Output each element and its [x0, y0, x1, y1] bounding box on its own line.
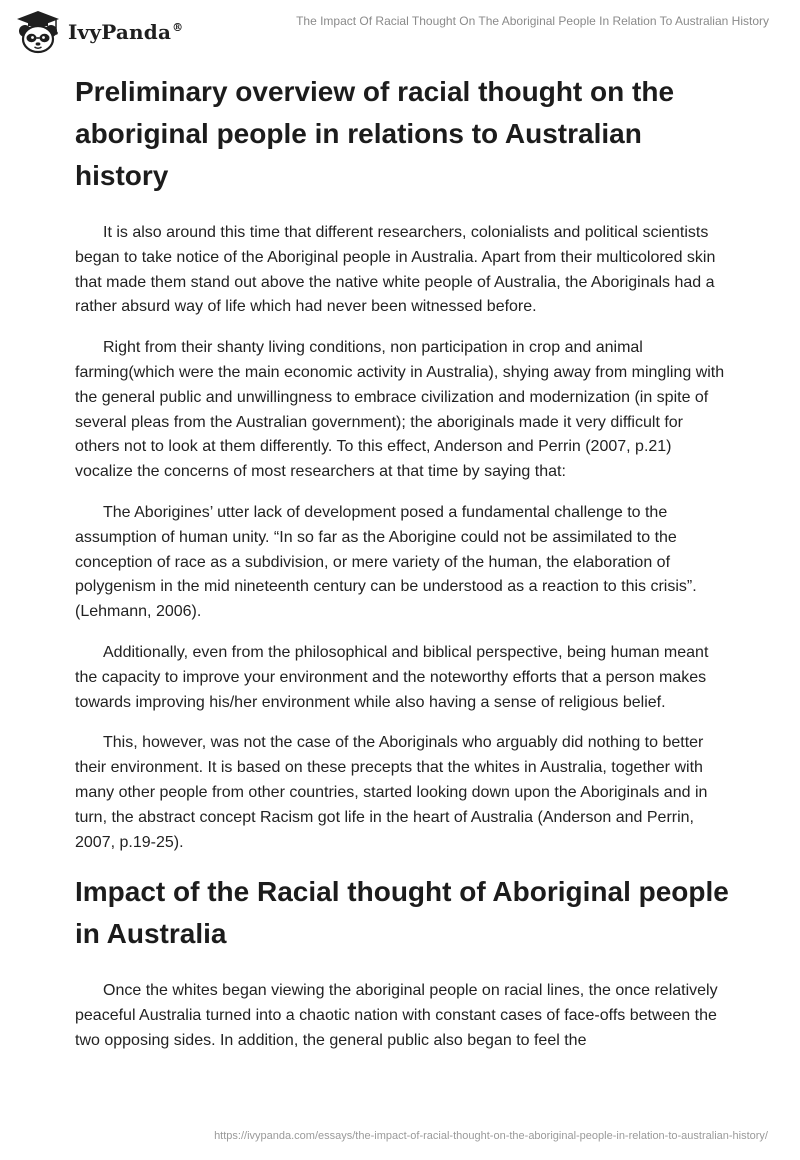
paragraph: The Aborigines’ utter lack of development posed a fundamental challenge to the assumption of human unity. “In so far as the Aborigine could not be assimilated to the conception of race as a subdivision, or mere variety of the human, the elaboration of polygenism in the mid nineteenth century can be understood as a reaction to this crisis”. (Lehmann, 2006). [75, 503, 697, 621]
paragraph: Additionally, even from the philosophical and biblical perspective, being human meant the capacity to improve your environment and the noteworthy efforts that a person makes towards improving his/her environment while also having a sense of religious belief. [75, 643, 709, 711]
brand-name: IvyPanda® [68, 20, 184, 44]
page-header [0, 0, 800, 60]
footer-source-url[interactable]: https://ivypanda.com/essays/the-impact-of-racial-thought-on-the-aboriginal-people-in-relation-to-australian-history/ [214, 1130, 768, 1142]
paragraph: Once the whites began viewing the aboriginal people on racial lines, the once relatively peaceful Australia turned into a chaotic nation with constant cases of face-offs between the two opposing sides. In addition, the general public also began to feel the [75, 982, 718, 1049]
paragraph: Right from their shanty living conditions, non participation in crop and animal farming(which were the main economic activity in Australia), shying away from mingling with the general public and unwillingness to embrace civilization and modernization (in spite of several pleas from the Australian government); the aboriginals made it very difficult for others not to look at them differently. To this effect, Anderson and Perrin (2007, p.21) vocalize the concerns of most researchers at that time by saying that: [75, 339, 725, 481]
section-heading-preliminary-overview: Preliminary overview of racial thought on the aboriginal people in relations to Australian history [75, 76, 675, 191]
paragraph: It is also around this time that different researchers, colonialists and political scientists began to take notice of the Aboriginal people in Australia. Apart from their multicolored skin that made them stand out above the native white people of Australia, the Aboriginals had a rather absurd way of life which had never been witnessed before. [75, 224, 716, 316]
essay-content [75, 68, 730, 1070]
brand-logo[interactable] [14, 10, 183, 54]
paragraph: This, however, was not the case of the Aboriginals who arguably did nothing to better their environment. It is based on these precepts that the whites in Australia, together with many other people from other countries, started looking down upon the Aboriginals and in turn, the abstract concept Racism got life in the heart of Australia (Anderson and Perrin, 2007, p.19-25). [75, 734, 708, 851]
panda-graduate-logo-icon [14, 10, 62, 54]
section-heading-impact: Impact of the Racial thought of Aboriginal people in Australia [75, 876, 729, 950]
brand-registered-mark: ® [172, 21, 184, 35]
document-title: The Impact Of Racial Thought On The Aboriginal People In Relation To Australian History [296, 14, 769, 28]
